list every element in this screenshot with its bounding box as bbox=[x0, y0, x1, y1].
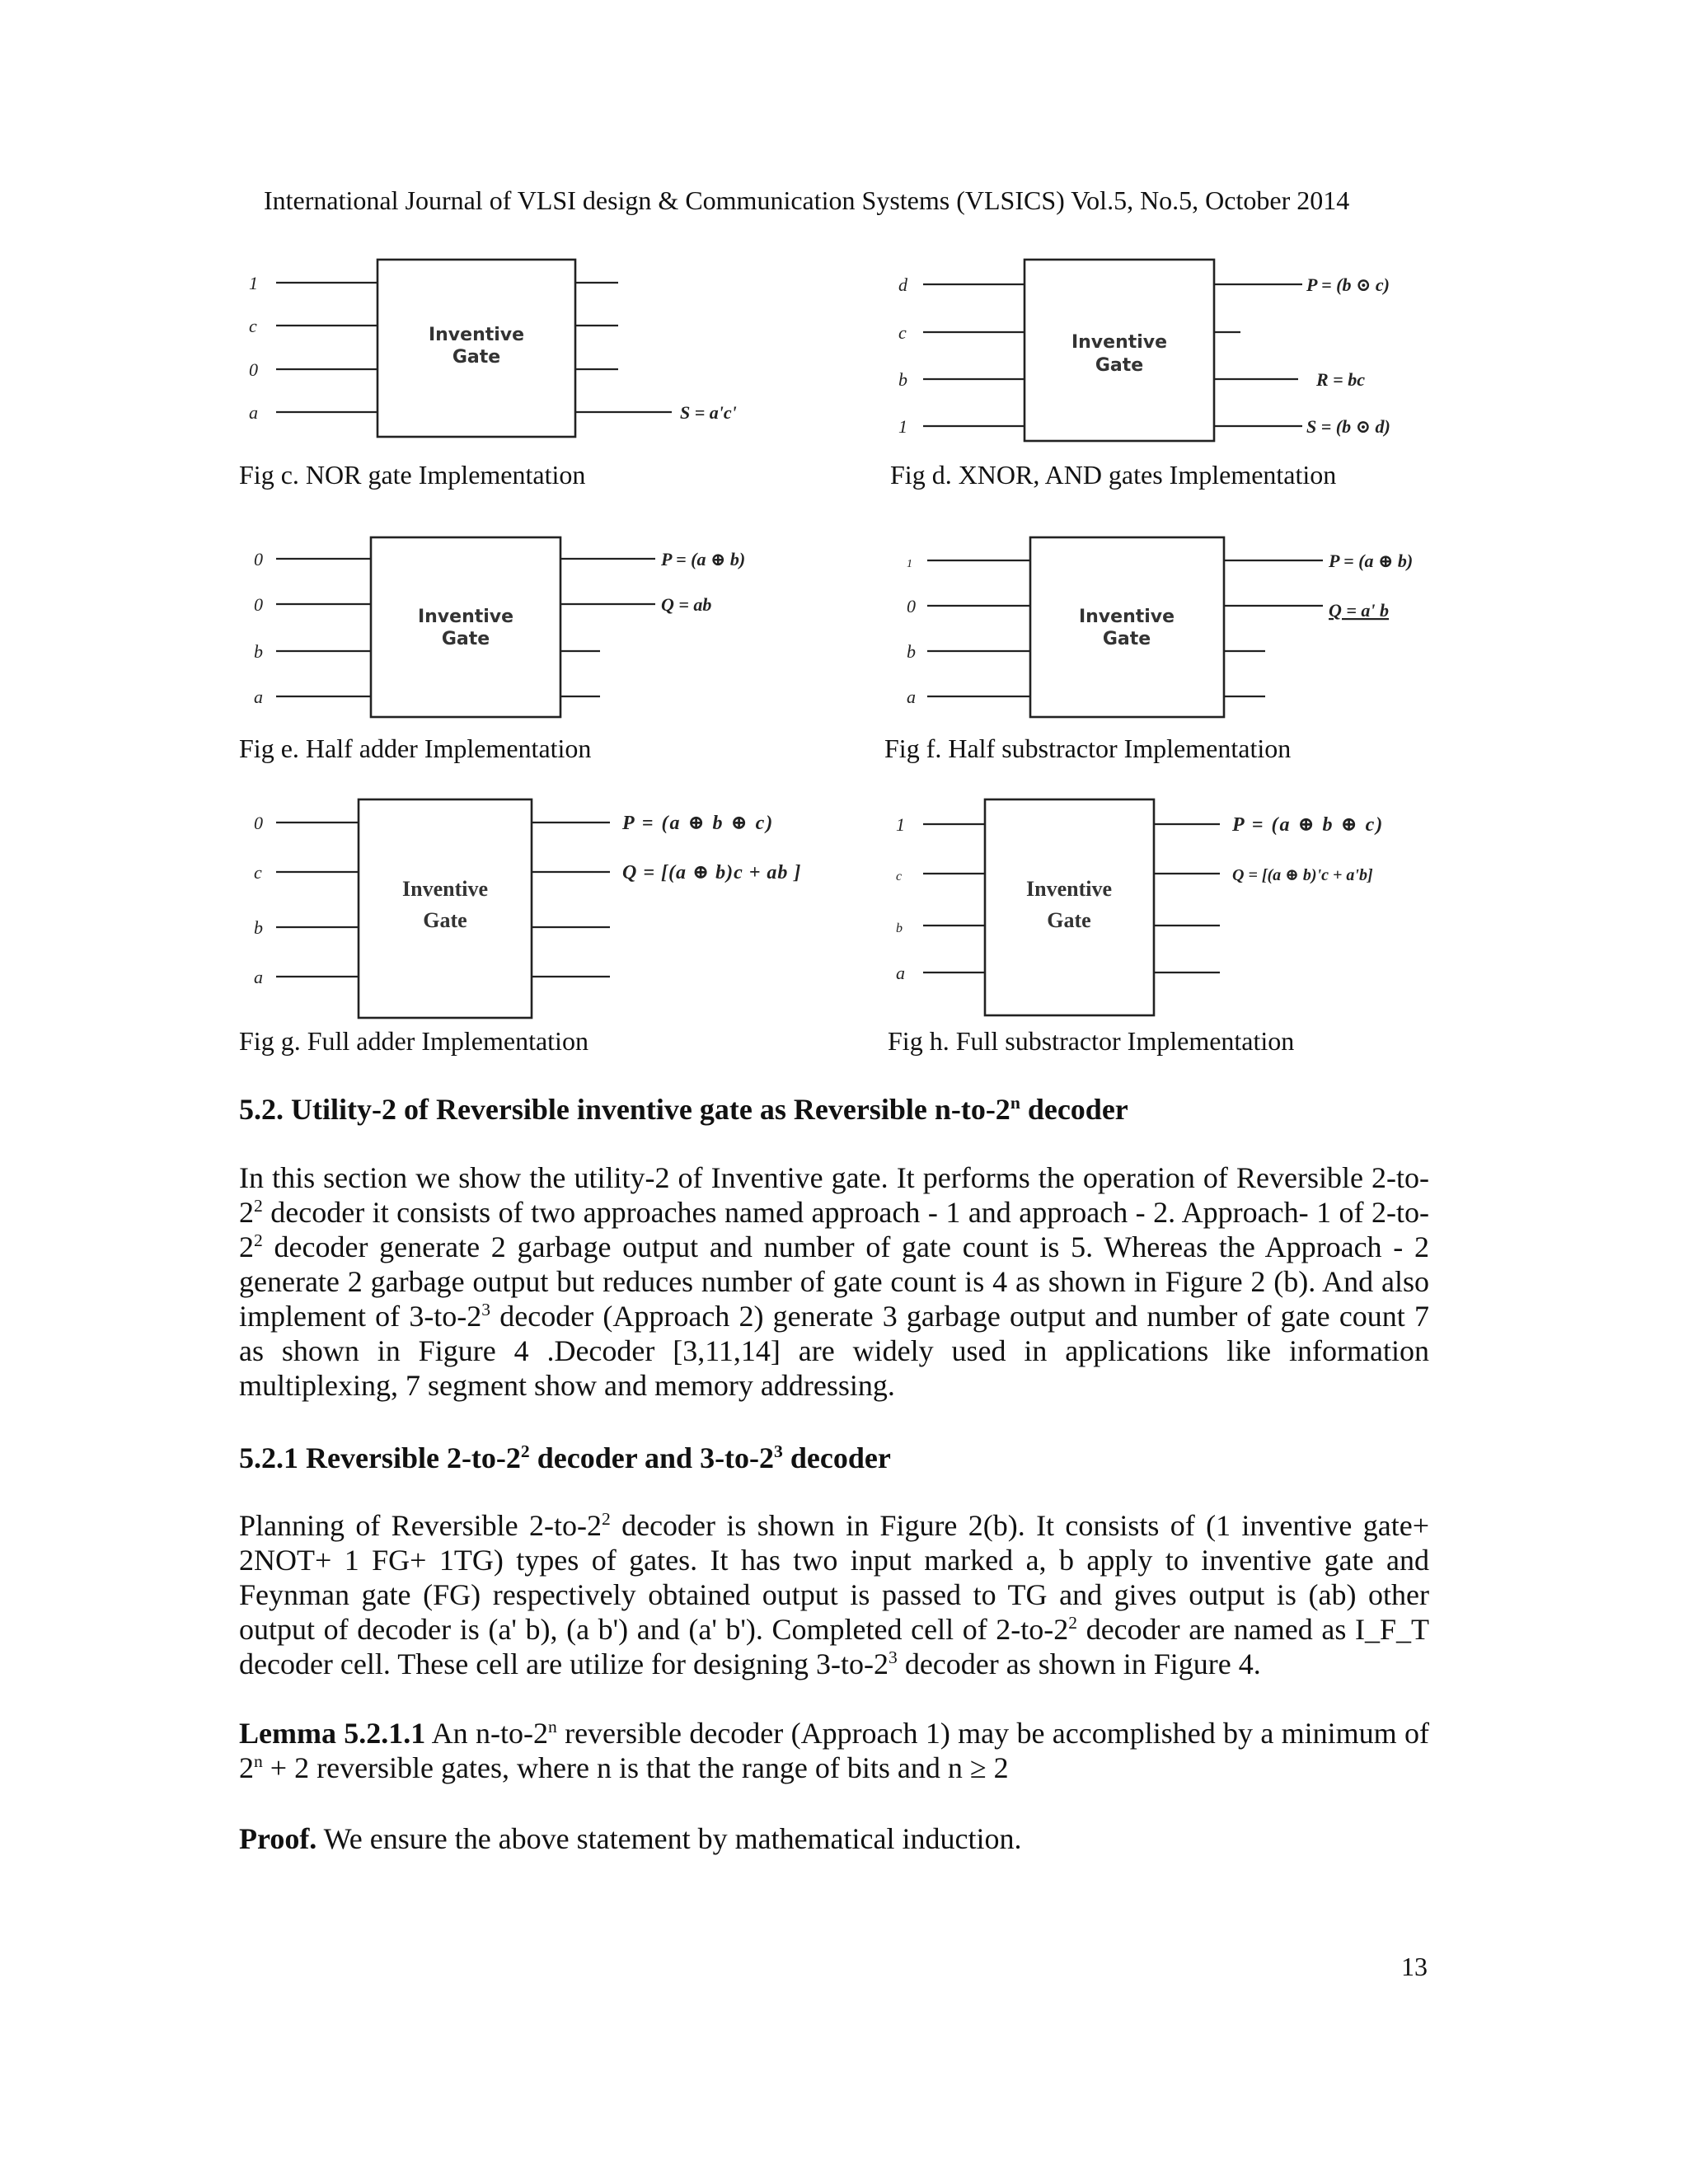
figure-d-xnor-and-gates bbox=[886, 251, 1447, 449]
paragraph-5-2: In this section we show the utility-2 of Inventive gate. It performs the operation of Reversible $2-to-2^2$ decoder it consists of two approaches named approach - 1 and approach - 2. Approach- 1 of $2-to-2^2$ decoder generate 2 garbage output and number of gate count is 5. Whereas the Approach - 2 generate 2 garbage output but reduces number of gate count is 4 as shown in Figure 2 (b). And also implement of $3-to-2^3$ decoder (Approach 2) generate 3 garbage output and number of gate count 7 as shown in Figure 4 .Decoder [3,11,14] are widely used in applications like information multiplexing, 7 segment show and memory addressing. bbox=[239, 1161, 1429, 1402]
input-2: 0 bbox=[907, 596, 916, 616]
input-2: c bbox=[249, 316, 257, 336]
input-2: c bbox=[898, 322, 907, 343]
output-p: P = (a ⊕ b) bbox=[1329, 551, 1414, 571]
output-q: Q = a' b bbox=[1329, 600, 1390, 621]
figure-caption: Fig c. NOR gate Implementation bbox=[239, 460, 586, 490]
input-2: 0 bbox=[254, 594, 263, 615]
lemma-5-2-1-1: Lemma 5.2.1.1 An n-to-2$^n$ reversible decoder (Approach 1) may be accomplished by a minimum of $2^n + 2$ reversible gates, where n is that the range of bits and n ≥ 2 bbox=[239, 1717, 1429, 1784]
paragraph-5-2-1: Planning of Reversible $2-to-2^2$ decoder is shown in Figure 2(b). It consists of (1 inventive gate+ 2NOT+ 1 FG+ 1TG) types of gates. It has two input marked a, b apply to inventive gate and Feynman gate (FG) respectively obtained output is passed to TG and gives output is (ab) other output of decoder is (a' b), (a b') and (a' b'). Completed cell of $2-to-2^2$ decoder are named as I_F_T decoder cell. These cell are utilize for designing $3-to-2^3$ decoder as shown in Figure 4. bbox=[239, 1509, 1429, 1680]
input-3: b bbox=[896, 921, 903, 935]
output-q: Q = [(a ⊕ b)'c + a'b] bbox=[1232, 866, 1373, 884]
input-2: c bbox=[254, 862, 262, 883]
output-q: Q = [(a ⊕ b)c + ab ] bbox=[622, 862, 802, 883]
output-r: R = bc bbox=[1316, 369, 1365, 390]
input-1: 1 bbox=[907, 558, 912, 570]
proof: Proof. We ensure the above statement by mathematical induction. bbox=[239, 1822, 1022, 1855]
section-heading-5-2: 5.2. Utility-2 of Reversible inventive gate as Reversible n-to-2$^n$ decoder bbox=[239, 1093, 1128, 1126]
gate-label: Gate bbox=[423, 908, 467, 932]
output-p: P = (b ⊙ c) bbox=[1306, 274, 1390, 295]
inventive-gate-box bbox=[1030, 537, 1224, 717]
input-4: 1 bbox=[898, 416, 907, 437]
gate-label: Inventive bbox=[1071, 332, 1168, 353]
input-1: 1 bbox=[249, 273, 258, 293]
inventive-gate-box bbox=[985, 799, 1154, 1015]
figure-c-nor-gate bbox=[239, 251, 783, 449]
output-p: P = (a ⊕ b ⊕ c) bbox=[622, 813, 775, 834]
input-3: b bbox=[907, 641, 916, 662]
input-1: 1 bbox=[896, 814, 905, 835]
output-s: S = (b ⊙ d) bbox=[1306, 416, 1390, 437]
figure-caption: Fig e. Half adder Implementation bbox=[239, 733, 592, 763]
input-2: c bbox=[896, 869, 903, 883]
gate-label: Gate bbox=[1047, 908, 1091, 932]
input-3: b bbox=[254, 641, 263, 662]
input-3: b bbox=[254, 917, 263, 938]
input-3: b bbox=[898, 369, 907, 390]
gate-label: Inventive bbox=[402, 877, 488, 901]
gate-label: Inventive bbox=[1026, 877, 1112, 901]
figure-f-half-subtractor bbox=[890, 527, 1442, 725]
gate-label: Inventive bbox=[428, 325, 525, 345]
input-1: 0 bbox=[254, 549, 263, 569]
input-4: a bbox=[249, 402, 258, 423]
gate-label: Inventive bbox=[417, 607, 514, 627]
gate-label: Gate bbox=[1095, 355, 1144, 376]
figure-caption: Fig d. XNOR, AND gates Implementation bbox=[890, 460, 1337, 490]
figure-caption: Fig g. Full adder Implementation bbox=[239, 1026, 588, 1056]
input-3: 0 bbox=[249, 359, 258, 380]
gate-label: Gate bbox=[441, 629, 490, 649]
input-1: d bbox=[898, 274, 907, 295]
gate-label: Gate bbox=[1102, 629, 1151, 649]
journal-header: International Journal of VLSI design & Communication Systems (VLSICS) Vol.5, No.5, October 2014 bbox=[264, 185, 1350, 215]
gate-label: Gate bbox=[452, 347, 501, 368]
output-p: P = (a ⊕ b ⊕ c) bbox=[1232, 814, 1385, 836]
figure-g-full-adder bbox=[239, 791, 865, 1022]
output-s: S = a'c' bbox=[680, 402, 737, 423]
gate-label: Inventive bbox=[1078, 607, 1175, 627]
input-4: a bbox=[896, 963, 905, 983]
section-heading-5-2-1: 5.2.1 Reversible $2-to-2^2$ decoder and $3-to-2^3$ decoder bbox=[239, 1441, 891, 1474]
input-4: a bbox=[254, 967, 263, 987]
page-number: 13 bbox=[1401, 1952, 1428, 1981]
input-1: 0 bbox=[254, 813, 263, 833]
input-4: a bbox=[254, 687, 263, 707]
figure-caption: Fig f. Half substractor Implementation bbox=[884, 733, 1292, 763]
figure-caption: Fig h. Full substractor Implementation bbox=[888, 1026, 1295, 1056]
input-4: a bbox=[907, 687, 916, 707]
figure-e-half-adder bbox=[239, 527, 783, 725]
inventive-gate-box bbox=[371, 537, 560, 717]
output-p: P = (a ⊕ b) bbox=[661, 549, 746, 569]
figure-h-full-subtractor bbox=[886, 791, 1447, 1022]
output-q: Q = ab bbox=[661, 594, 712, 615]
